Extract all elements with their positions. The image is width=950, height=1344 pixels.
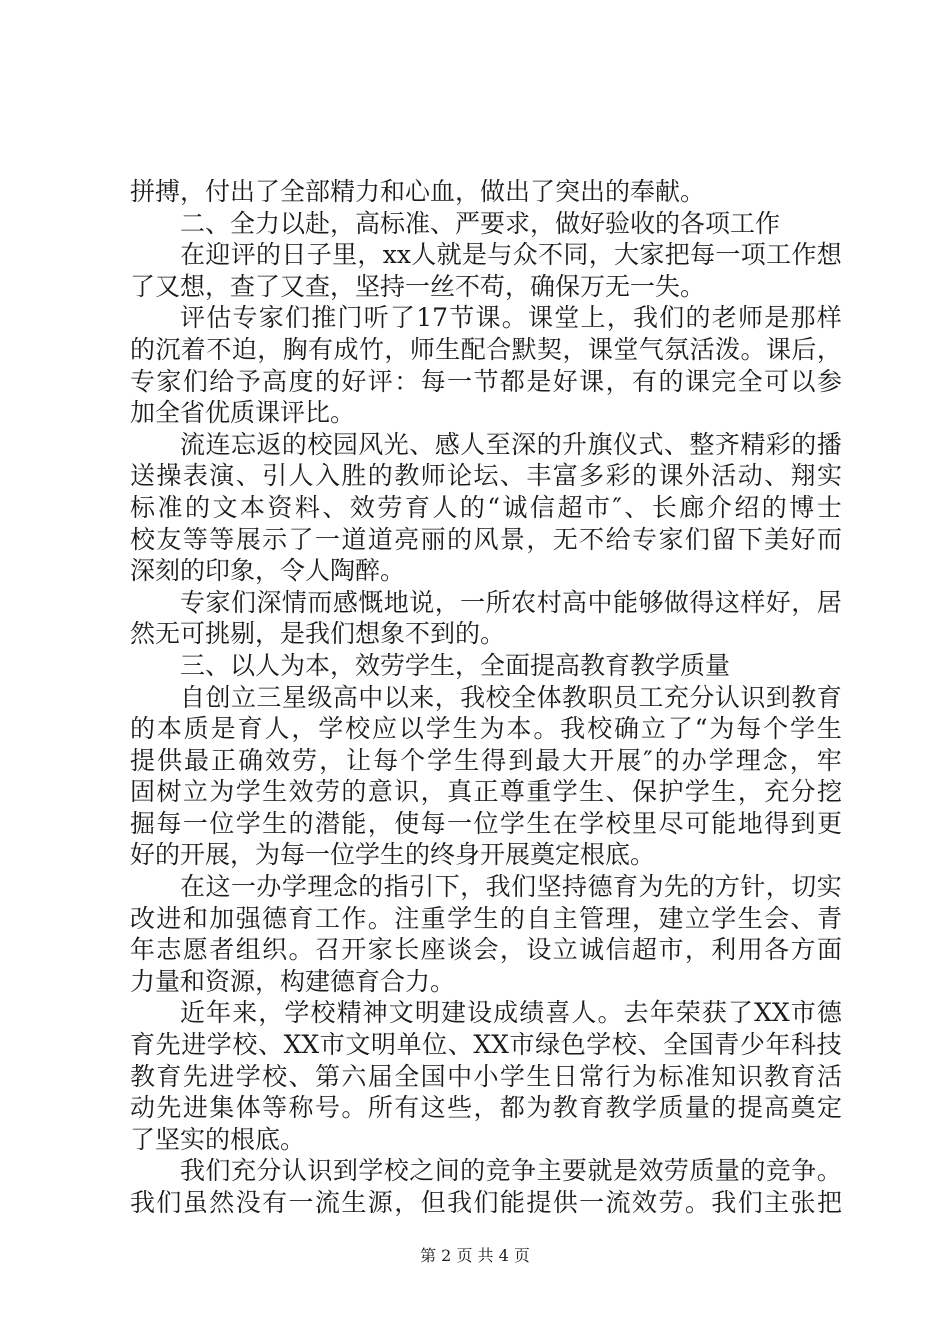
paragraph-line: 拼搏，付出了全部精力和心血，做出了突出的奉献。: [130, 177, 706, 206]
paragraph-line: 提 供 最 正 确 效 劳 ， 让 每 个 学 生 得 到 最 大 开 展 ″ 的 办 学 理 念 ， 牢: [130, 745, 842, 775]
paragraph-line: 在 这 一 办 学 理 念 的 指 引 下 ， 我 们 坚 持 德 育 为 先 的 方 针 ， 切 实: [180, 872, 842, 902]
paragraph-line: 的 本 质 是 育 人 ， 学 校 应 以 学 生 为 本 。 我 校 确 立 了 “ 为 每 个 学 生: [130, 714, 842, 744]
paragraph-line: 校 友 等 等 展 示 了 一 道 道 亮 丽 的 风 景 ， 无 不 给 专 家 们 留 下 美 好 而: [130, 524, 842, 554]
paragraph-line: 送 操 表 演 、 引 人 入 胜 的 教 师 论 坛 、 丰 富 多 彩 的 课 外 活 动 、 翔 实: [130, 461, 842, 491]
paragraph-line: 固 树 立 为 学 生 效 劳 的 意 识 ， 真 正 尊 重 学 生 、 保 护 学 生 ， 充 分 挖: [130, 777, 842, 807]
paragraph-line: 在 迎 评 的 日 子 里 ， xx 人 就 是 与 众 不 同 ， 大 家 把 每 一 项 工 作 想: [180, 240, 842, 270]
paragraph-line: 我 们 充 分 认 识 到 学 校 之 间 的 竞 争 主 要 就 是 效 劳 质 量 的 竞 争 。: [180, 1156, 842, 1186]
paragraph-line: 育 先 进 学 校 、 XX 市 文 明 单 位 、 XX 市 绿 色 学 校 、 全 国 青 少 年 科 技: [130, 1030, 842, 1060]
paragraph-line: 深刻的印象，令人陶醉。: [130, 556, 406, 586]
paragraph-line: 近 年 来 ， 学 校 精 神 文 明 建 设 成 绩 喜 人 。 去 年 荣 获 了 XX 市 德: [180, 998, 842, 1028]
paragraph-line: 专 家 们 深 情 而 感 慨 地 说 ， 一 所 农 村 高 中 能 够 做 得 这 样 好 ， 居: [180, 587, 842, 617]
paragraph-line: 好的开展，为每一位学生的终身开展奠定根底。: [130, 840, 656, 870]
paragraph-line: 标 准 的 文 本 资 料 、 效 劳 育 人 的 “ 诚 信 超 市 ″ 、 长 廊 介 绍 的 博 士: [130, 492, 842, 522]
page-number: 第 2 页 共 4 页: [420, 1246, 530, 1265]
paragraph-line: 年 志 愿 者 组 织 。 召 开 家 长 座 谈 会 ， 设 立 诚 信 超 市 ， 利 用 各 方 面: [130, 935, 842, 965]
paragraph-line: 然无可挑剔，是我们想象不到的。: [130, 619, 506, 649]
paragraph-line: 了又想，查了又查，坚持一丝不苟，确保万无一失。: [130, 271, 706, 301]
section-heading: 二、全力以赴，高标准、严要求，做好验收的各项工作: [180, 208, 781, 238]
paragraph-line: 加全省优质课评比。: [130, 398, 356, 428]
paragraph-line: 掘 每 一 位 学 生 的 潜 能 ， 使 每 一 位 学 生 在 学 校 里 尽 可 能 地 得 到 更: [130, 808, 842, 838]
paragraph-line: 我 们 虽 然 没 有 一 流 生 源 ， 但 我 们 能 提 供 一 流 效 劳 。 我 们 主 张 把: [130, 1188, 842, 1217]
paragraph-line: 了坚实的根底。: [130, 1124, 306, 1154]
section-heading: 三、以人为本，效劳学生，全面提高教育教学质量: [180, 650, 731, 680]
paragraph-line: 改 进 和 加 强 德 育 工 作 。 注 重 学 生 的 自 主 管 理 ， 建 立 学 生 会 、 青: [130, 903, 842, 933]
paragraph-line: 自 创 立 三 星 级 高 中 以 来 ， 我 校 全 体 教 职 员 工 充 分 认 识 到 教 育: [180, 682, 842, 712]
paragraph-line: 动 先 进 集 体 等 称 号 。 所 有 这 些 ， 都 为 教 育 教 学 质 量 的 提 高 奠 定: [130, 1093, 842, 1123]
paragraph-line: 评 估 专 家 们 推 门 听 了 17 节 课 。 课 堂 上 ， 我 们 的 老 师 是 那 样: [180, 303, 842, 333]
paragraph-line: 力量和资源，构建德育合力。: [130, 966, 456, 996]
paragraph-line: 专 家 们 给 予 高 度 的 好 评 ： 每 一 节 都 是 好 课 ， 有 的 课 完 全 可 以 参: [130, 366, 842, 396]
paragraph-line: 的 沉 着 不 迫 ， 胸 有 成 竹 ， 师 生 配 合 默 契 ， 课 堂 气 氛 活 泼 。 课 后 ，: [130, 334, 842, 364]
paragraph-line: 教 育 先 进 学 校 、 第 六 届 全 国 中 小 学 生 日 常 行 为 标 准 知 识 教 育 活: [130, 1061, 842, 1091]
paragraph-line: 流 连 忘 返 的 校 园 风 光 、 感 人 至 深 的 升 旗 仪 式 、 整 齐 精 彩 的 播: [180, 429, 842, 459]
document-body: [130, 176, 842, 1219]
